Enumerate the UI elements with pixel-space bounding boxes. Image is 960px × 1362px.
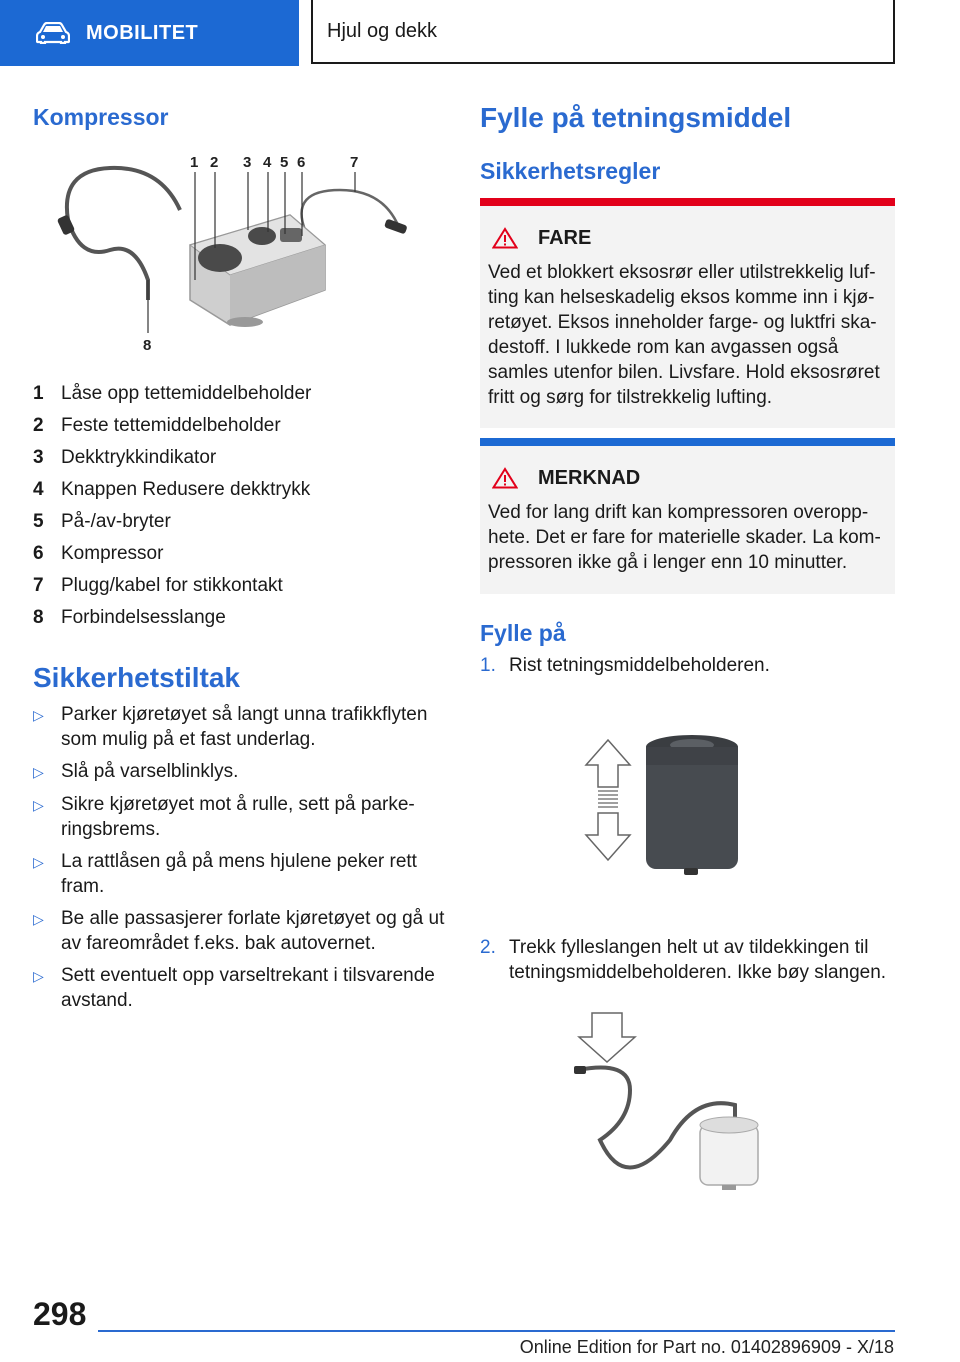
triangle-bullet-icon: ▷ — [33, 707, 44, 723]
list-item: ▷ Sikre kjøretøyet mot å rulle, sett på parke-ringsbrems. — [33, 794, 415, 840]
footer-rule — [98, 1330, 895, 1332]
danger-title: FARE — [488, 224, 881, 252]
list-item: ▷ La rattlåsen gå på mens hjulene peker rett fram. — [33, 851, 417, 897]
safety-rules-heading: Sikkerhetsregler — [480, 158, 661, 184]
page-number: 298 — [33, 1296, 87, 1332]
notice-box — [480, 438, 895, 594]
step-item: 2. Trekk fylleslangen helt ut av tildekkingen til tetningsmiddelbeholderen. Ikke bøy slangen. — [480, 937, 887, 983]
edition-text: Online Edition for Part no. 01402896909 - X/18 — [519, 1337, 894, 1357]
legend-item: 7 Plugg/kabel for stikkontakt — [33, 575, 283, 596]
notice-text: Ved for lang drift kan kompressoren overopp-hete. Det er fare for materielle skader. La kom-pressoren ikke gå i lenger enn 10 minutter. — [488, 502, 881, 573]
section-label: MOBILITET — [86, 21, 199, 44]
legend-item: 6 Kompressor — [33, 543, 164, 564]
safety-list — [33, 702, 448, 1020]
figure-label: 4 — [263, 154, 272, 171]
compressor-illustration — [40, 150, 420, 360]
legend-item: 8 Forbindelsesslange — [33, 607, 226, 628]
list-item: ▷ Be alle passasjerer forlate kjøretøyet og gå ut av fareområdet f.eks. bak autovernet. — [33, 908, 445, 954]
page-title: Fylle på tetningsmiddel — [480, 102, 792, 133]
figure-label: 1 — [190, 154, 199, 171]
triangle-bullet-icon: ▷ — [33, 968, 44, 984]
triangle-bullet-icon: ▷ — [33, 797, 44, 813]
notice-title: MERKNAD — [488, 464, 881, 492]
shake-bottle-illustration — [578, 725, 778, 885]
figure-label: 8 — [143, 337, 152, 354]
danger-text: Ved et blokkert eksosrør eller utilstrekkelig luf-ting kan helseskadelig eksos komme inn i kjø-retøyet. Eksos inneholder farge- og luktfri ska-destoff. I lukkede rom kan avgassen også samles utenfor bilen. Livsfare. Hold eksosrøret fritt og sørg for tilstrekkelig lufting. — [488, 262, 880, 408]
danger-box — [480, 198, 895, 428]
figure-label: 2 — [210, 154, 219, 171]
car-icon — [36, 22, 70, 44]
fill-heading: Fylle på — [480, 620, 566, 646]
legend-item: 1 Låse opp tettemiddelbeholder — [33, 383, 312, 404]
list-item: ▷ Slå på varselblinklys. — [33, 759, 448, 785]
section-tab[interactable] — [0, 0, 299, 66]
figure-label: 3 — [243, 154, 252, 171]
legend-item: 2 Feste tettemiddelbeholder — [33, 415, 281, 436]
figure-label: 7 — [350, 154, 359, 171]
legend-item: 4 Knappen Redusere dekktrykk — [33, 479, 311, 500]
component-legend — [33, 378, 453, 634]
compressor-heading: Kompressor — [33, 104, 169, 130]
triangle-bullet-icon: ▷ — [33, 764, 44, 780]
legend-item: 5 På-/av-bryter — [33, 511, 171, 532]
figure-label: 6 — [297, 154, 306, 171]
triangle-bullet-icon: ▷ — [33, 854, 44, 870]
chapter-header — [311, 0, 895, 64]
figure-label: 5 — [280, 154, 289, 171]
warning-icon — [492, 227, 518, 249]
list-item: ▷ Parker kjøretøyet så langt unna trafikkflyten som mulig på et fast underlag. — [33, 704, 428, 750]
step-item: 1. Rist tetningsmiddelbeholderen. — [480, 655, 770, 676]
chapter-title: Hjul og dekk — [327, 19, 438, 42]
warning-icon — [492, 467, 518, 489]
triangle-bullet-icon: ▷ — [33, 911, 44, 927]
legend-item: 3 Dekktrykkindikator — [33, 447, 217, 468]
safety-heading: Sikkerhetstiltak — [33, 662, 240, 693]
list-item: ▷ Sett eventuelt opp varseltrekant i tilsvarende avstand. — [33, 965, 435, 1011]
pull-hose-illustration — [570, 1010, 770, 1200]
